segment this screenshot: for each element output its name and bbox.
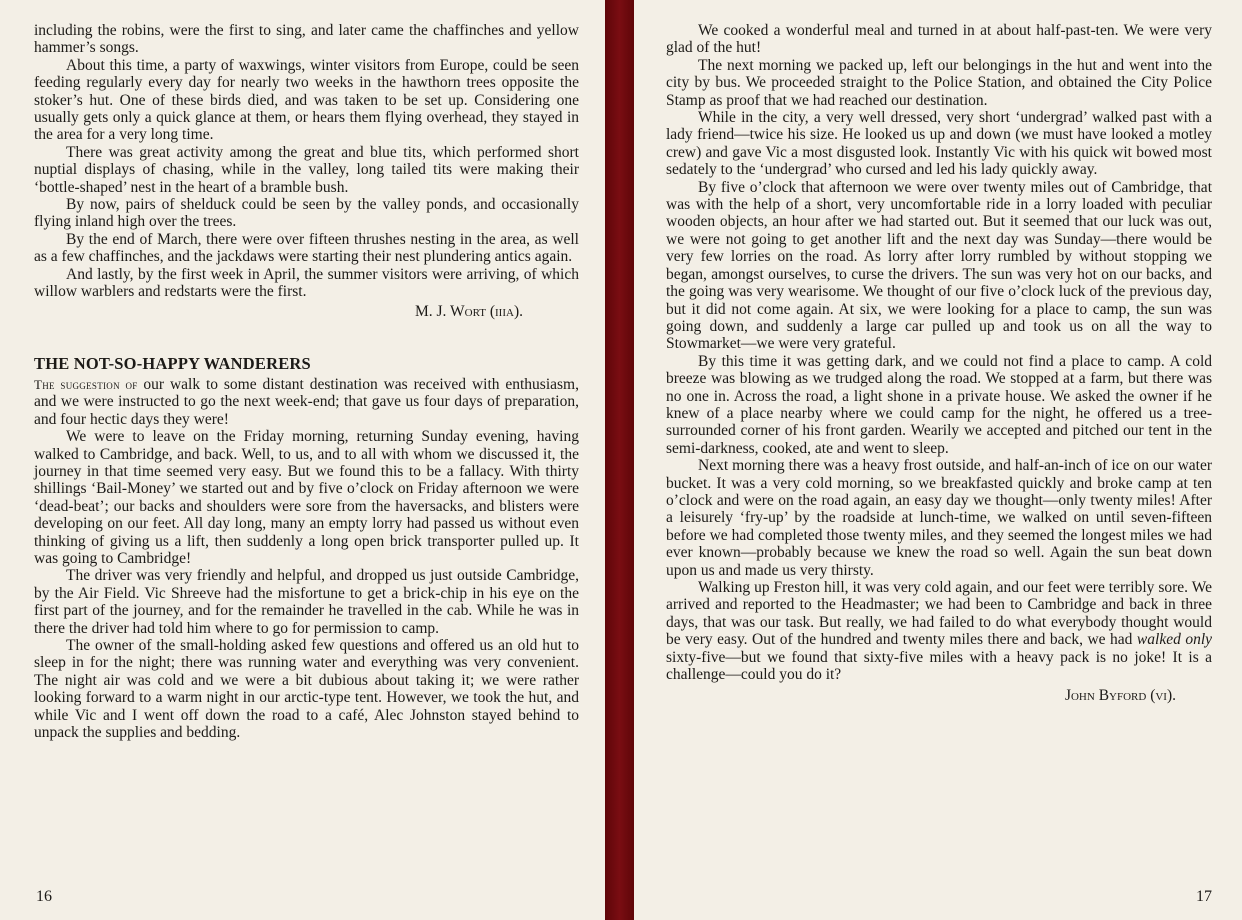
left-paragraphs-before: [34, 22, 579, 301]
final-paragraph-end: sixty-five—but we found that sixty-five miles with a heavy pack is no joke! It is a challenge—could you do it?: [666, 648, 1212, 684]
paragraph: We were to leave on the Friday morning, returning Sunday evening, having walked to Cambridge, and back. Well, to us, and to all with whom we discussed it, the journey in that time seemed very easy. But we found this to be a fallacy. With thirty shillings ‘Bail-Money’ we started out and by five o’clock on Friday afternoon we were ‘dead-beat’; our backs and shoulders were sore from the haversacks, and blisters were developing on our feet. All day long, many an empty lorry had passed us without even thinking of giving us a lift, then suddenly a long open brick transporter pulled up. It was going to Cambridge!: [34, 428, 579, 567]
final-paragraph-emphasis: walked only: [1136, 631, 1213, 649]
left-signature: M. J. Wort (iiia).: [414, 302, 523, 320]
paragraph: The driver was very friendly and helpful, and dropped us just outside Cambridge, by the Air Field. Vic Shreeve had the misfortune to get a brick-chip in his eye on the first part of the journey, and for the remainder he travelled in the cab. While he was in there the driver had told him where to go for permission to camp.: [34, 567, 579, 637]
paragraph: The next morning we packed up, left our belongings in the hut and went into the city by bus. We proceeded straight to the Police Station, and obtained the City Police Stamp as proof that we had reached our destination.: [666, 56, 1212, 109]
page-number-right: 17: [1196, 888, 1212, 905]
final-paragraph-start: Walking up Freston hill, it was very cold again, and our feet were terribly sore. We arrived and reported to the Headmaster; we had been to Cambridge and back in three days, that was our task. But really, we had failed to do what everybody thought would be very easy. Out of the hundred and twenty miles there and back, we had: [666, 579, 1212, 649]
left-page: [0, 0, 605, 920]
page-number-left: 16: [36, 888, 52, 905]
paragraph: The owner of the small-holding asked few questions and offered us an old hut to sleep in for the night; there was running water and everything was very convenient. The night air was cold and we were a bit dubious about taking it; we were rather looking forward to a warm night in our arctic-type tent. However, we took the hut, and while Vic and I went off down the road to a café, Alec Johnston stayed behind to unpack the supplies and bedding.: [34, 637, 579, 742]
paragraph: While in the city, a very well dressed, very short ‘undergrad’ walked past with a lady friend—twice his size. He looked us up and down (we must have looked a motley crew) and gave Vic a most disgusted look. Instantly Vic with his quick wit bowed most sedately to the ‘undergrad’ who cursed and led his lady quickly away.: [666, 109, 1212, 179]
paragraph: Next morning there was a heavy frost outside, and half-an-inch of ice on our water bucket. It was a very cold morning, so we breakfasted quickly and broke camp at ten o’clock and were on the road again, an easy day we thought—only twenty miles! After a leisurely ‘fry-up’ by the roadside at lunch-time, we walked on until seven-fifteen before we had completed those twenty miles, and they seemed the longest miles we had ever known—probably because we knew the road so well. Again the sun beat down upon us and made us very thirsty.: [666, 457, 1212, 579]
opening-words: The suggestion of: [34, 376, 138, 392]
paragraph: By five o’clock that afternoon we were over twenty miles out of Cambridge, that was with the help of a short, very uncomfortable ride in a lorry loaded with peculiar wooden objects, an hour after we had started out. But it seemed that our luck was out, we were not going to get another lift and the next day was Sunday—there would be very few lorries on the road. As lorry after lorry rumbled by without stopping we began, amongst ourselves, to curse the drivers. The sun was very hot on our backs, and the going was very wearisome. We thought of our five o’clock luck of the previous day, but it did not come again. At six, we were looking for a place to camp, the sun was going down, and suddenly a large car pulled up and took us on all the way to Stowmarket—we were very grateful.: [666, 178, 1212, 353]
book-gutter: [605, 0, 634, 920]
paragraph: And lastly, by the first week in April, the summer visitors were arriving, of which willow warblers and redstarts were the first.: [34, 265, 579, 301]
article-title: THE NOT-SO-HAPPY WANDERERS: [34, 353, 311, 373]
paragraph: By the end of March, there were over fifteen thrushes nesting in the area, as well as a few chaffinches, and the jackdaws were starting their nest plundering antics again.: [34, 230, 579, 266]
right-page: [634, 0, 1242, 920]
final-paragraph: [666, 579, 1212, 683]
paragraph: By this time it was getting dark, and we could not find a place to camp. A cold breeze was blowing as we trudged along the road. We stopped at a farm, but there was no one in. Across the road, a light shone in a private house. We asked the owner if he knew of a place nearby where we could camp for the night, he offered us a tree-surrounded corner of his front garden. Wearily we accepted and pitched our tent in the semi-darkness, cooked, ate and went to sleep.: [666, 352, 1212, 457]
article-opening-paragraph: [34, 376, 579, 428]
paragraph: By now, pairs of shelduck could be seen by the valley ponds, and occasionally flying inland high over the trees.: [34, 196, 579, 231]
paragraph: We cooked a wonderful meal and turned in at about half-past-ten. We were very glad of the hut!: [666, 22, 1212, 57]
right-paragraphs-before: [666, 22, 1212, 579]
left-paragraphs-after: [34, 428, 579, 741]
paragraph: There was great activity among the great and blue tits, which performed short nuptial displays of chasing, while in the valley, long tailed tits were making their ‘bottle-shaped’ nest in the heart of a bramble bush.: [34, 143, 579, 196]
paragraph: About this time, a party of waxwings, winter visitors from Europe, could be seen feeding regularly every day for nearly two weeks in the hawthorn trees opposite the stoker’s hut. One of these birds died, and was taken to be set up. Considering one usually gets only a quick glance at them, or hears them flying overhead, they stayed in the area for a very long time.: [34, 56, 579, 144]
right-signature: John Byford (vi).: [1064, 687, 1176, 705]
paragraph: including the robins, were the first to sing, and later came the chaffinches and yellow hammer’s songs.: [34, 22, 579, 57]
opening-rest: our walk to some distant destination was received with enthusiasm, and we were instructed to go the next week-end; that gave us four days of preparation, and four hectic days they were!: [34, 375, 579, 428]
